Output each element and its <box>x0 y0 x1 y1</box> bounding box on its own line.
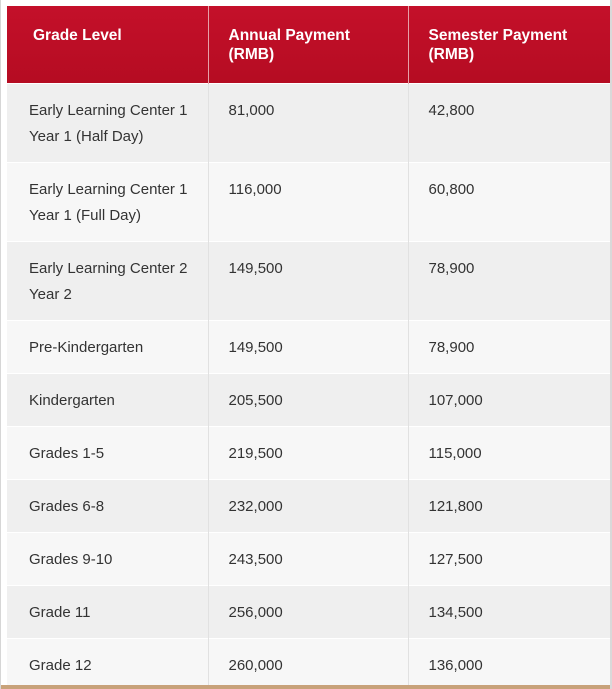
grade-cell: Grades 6-8 <box>7 479 208 532</box>
grade-cell: Pre-Kindergarten <box>7 320 208 373</box>
header-semester-payment-label: Semester Payment <box>428 27 568 44</box>
annual-payment-cell: 243,500 <box>208 532 408 585</box>
annual-payment-cell: 219,500 <box>208 426 408 479</box>
annual-payment-cell: 232,000 <box>208 479 408 532</box>
header-semester-payment <box>408 6 610 83</box>
semester-payment-cell: 42,800 <box>408 83 610 162</box>
annual-payment-cell: 205,500 <box>208 373 408 426</box>
annual-payment-cell: 81,000 <box>208 83 408 162</box>
grade-cell <box>7 162 208 241</box>
semester-payment-cell: 115,000 <box>408 426 610 479</box>
grade-sublabel: Year 2 <box>29 285 72 303</box>
semester-payment-cell: 60,800 <box>408 162 610 241</box>
tuition-fee-table <box>7 6 610 689</box>
bottom-border <box>1 685 610 689</box>
semester-payment-cell: 136,000 <box>408 638 610 689</box>
semester-payment-cell: 121,800 <box>408 479 610 532</box>
table-row <box>7 241 610 320</box>
semester-payment-cell: 107,000 <box>408 373 610 426</box>
table-row <box>7 83 610 162</box>
header-grade-level <box>7 6 208 83</box>
semester-payment-cell: 134,500 <box>408 585 610 638</box>
table-row <box>7 479 610 532</box>
header-annual-payment <box>208 6 408 83</box>
annual-payment-cell: 260,000 <box>208 638 408 689</box>
header-annual-payment-unit: (RMB) <box>228 46 275 63</box>
table-row <box>7 638 610 689</box>
header-semester-payment-unit: (RMB) <box>428 46 475 63</box>
table-row <box>7 320 610 373</box>
grade-cell: Grade 12 <box>7 638 208 689</box>
annual-payment-cell: 149,500 <box>208 320 408 373</box>
grade-sublabel: Year 1 (Full Day) <box>29 206 141 224</box>
header-grade-level-label: Grade Level <box>33 27 122 44</box>
table-row <box>7 532 610 585</box>
annual-payment-cell: 116,000 <box>208 162 408 241</box>
table-row <box>7 426 610 479</box>
grade-label: Early Learning Center 1 <box>29 180 188 198</box>
grade-cell: Grade 11 <box>7 585 208 638</box>
grade-cell <box>7 83 208 162</box>
grade-cell: Grades 1-5 <box>7 426 208 479</box>
table-row <box>7 162 610 241</box>
table-row <box>7 373 610 426</box>
annual-payment-cell: 256,000 <box>208 585 408 638</box>
semester-payment-cell: 78,900 <box>408 241 610 320</box>
semester-payment-cell: 78,900 <box>408 320 610 373</box>
grade-label: Early Learning Center 1 <box>29 101 188 119</box>
annual-payment-cell: 149,500 <box>208 241 408 320</box>
header-annual-payment-label: Annual Payment <box>228 27 350 44</box>
table-header-row <box>7 6 610 83</box>
grade-cell: Grades 9-10 <box>7 532 208 585</box>
grade-cell: Kindergarten <box>7 373 208 426</box>
table-row <box>7 585 610 638</box>
grade-sublabel: Year 1 (Half Day) <box>29 127 144 145</box>
grade-label: Early Learning Center 2 <box>29 259 188 277</box>
semester-payment-cell: 127,500 <box>408 532 610 585</box>
grade-cell <box>7 241 208 320</box>
